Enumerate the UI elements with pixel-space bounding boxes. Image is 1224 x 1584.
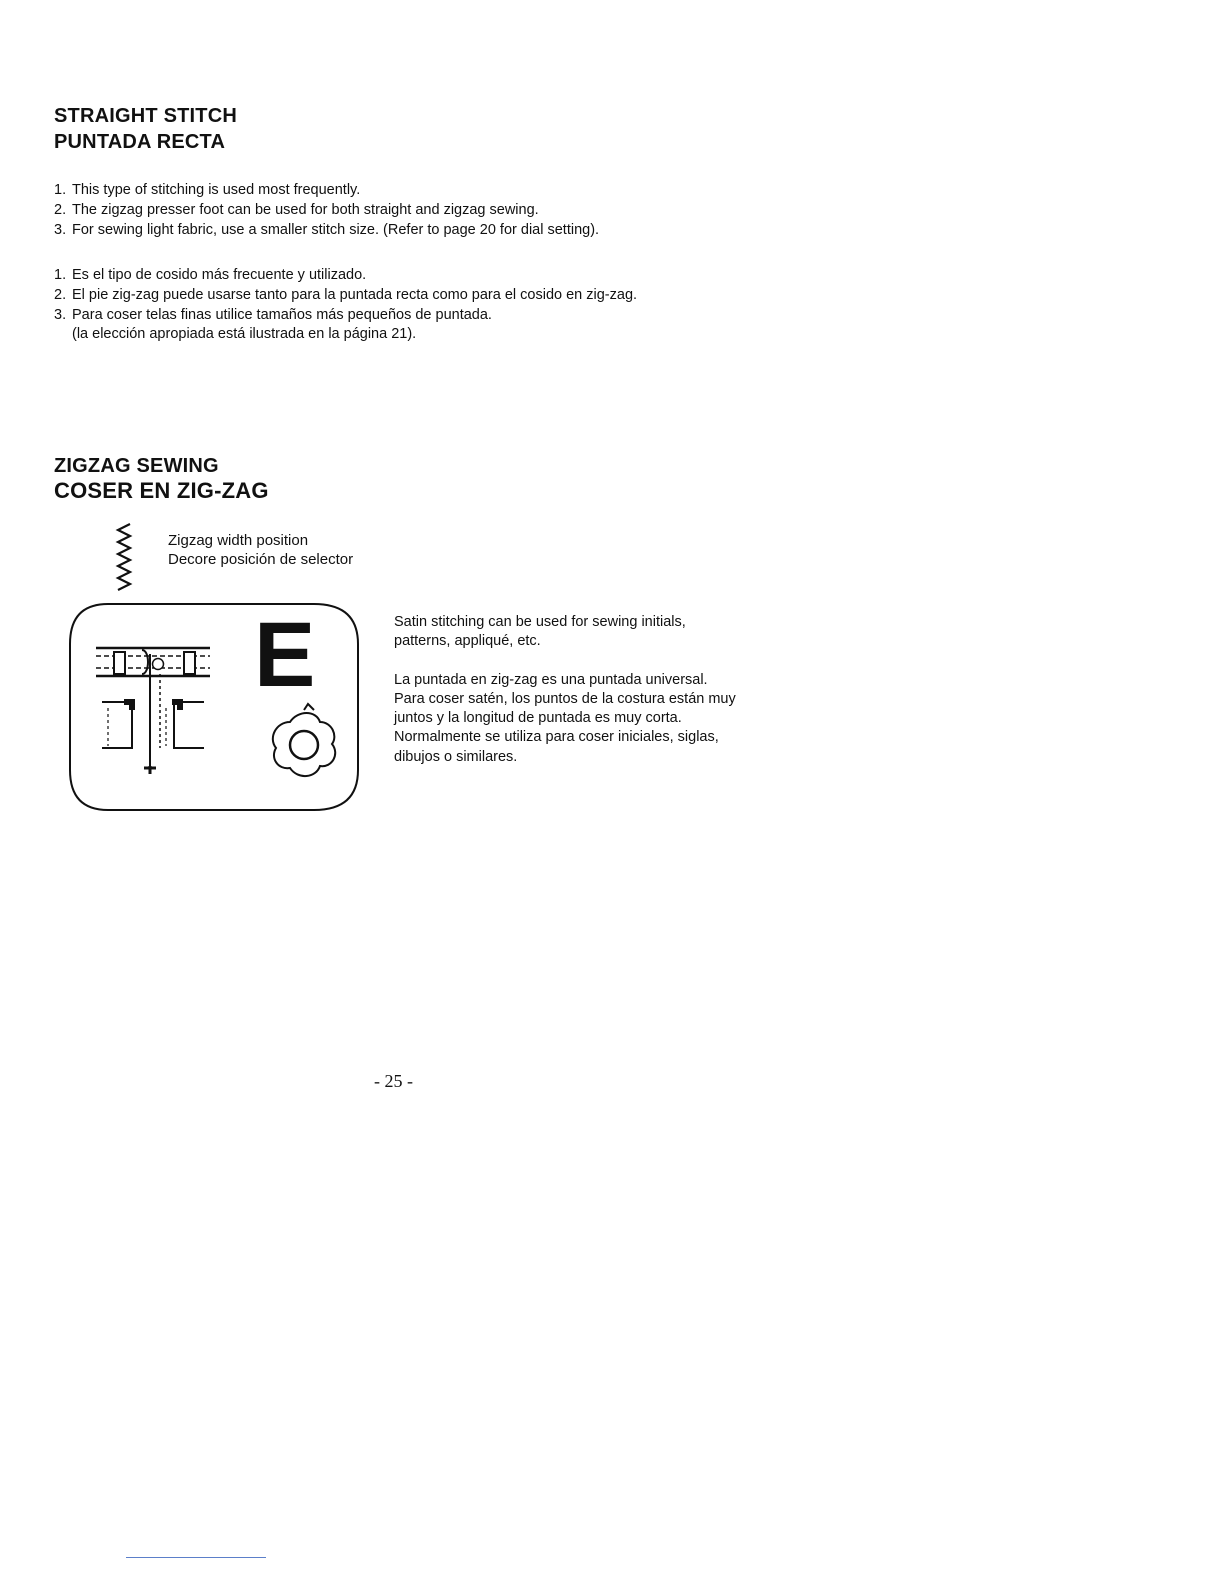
zigzag-title-en: ZIGZAG SEWING xyxy=(54,455,219,477)
footer-rule xyxy=(126,1557,266,1558)
presser-foot-diagram-icon xyxy=(96,648,210,774)
satin-text-es: Para coser satén, los puntos de la costura están muy juntos y la longitud de puntada es muy corta. Normalmente se utiliza para coser iniciales, siglas, dibujos o similares. xyxy=(394,690,736,765)
list-item: 3. Para coser telas finas utilice tamaños más pequeños de puntada. xyxy=(54,307,492,323)
list-item: 2. The zigzag presser foot can be used for both straight and zigzag sewing. xyxy=(54,202,539,218)
panel-letter: E xyxy=(254,604,316,706)
zigzag-title-es: COSER EN ZIG-ZAG xyxy=(54,478,269,503)
straight-stitch-steps-en xyxy=(54,180,599,240)
list-item: 1. Es el tipo de cosido más frecuente y utilizado. xyxy=(54,267,367,283)
stitch-panel-illustration xyxy=(62,598,362,816)
zigzag-description xyxy=(394,613,739,767)
list-item: 2. El pie zig-zag puede usarse tanto para la puntada recta como para el cosido en zig-zag. xyxy=(54,287,638,303)
satin-text-en: Satin stitching can be used for sewing initials, patterns, appliqué, etc. xyxy=(394,614,686,650)
list-item: 3. For sewing light fabric, use a smaller stitch size. (Refer to page 20 for dial setting). xyxy=(54,222,600,238)
zigzag-stitch-icon xyxy=(112,522,138,592)
list-item: 1. This type of stitching is used most frequently. xyxy=(54,182,361,198)
straight-stitch-note-es: (la elección apropiada está ilustrada en la página 21). xyxy=(72,326,417,342)
straight-stitch-title-es: PUNTADA RECTA xyxy=(54,131,226,153)
straight-stitch-title-en: STRAIGHT STITCH xyxy=(54,105,237,127)
flower-pattern-icon xyxy=(273,704,335,776)
selector-label-en: Zigzag width position xyxy=(168,532,309,549)
zigzag-text-es: La puntada en zig-zag es una puntada universal. xyxy=(394,671,708,688)
selector-label-es: Decore posición de selector xyxy=(168,551,354,568)
straight-stitch-steps-es xyxy=(54,265,637,325)
page-number: - 25 - xyxy=(374,1071,413,1091)
